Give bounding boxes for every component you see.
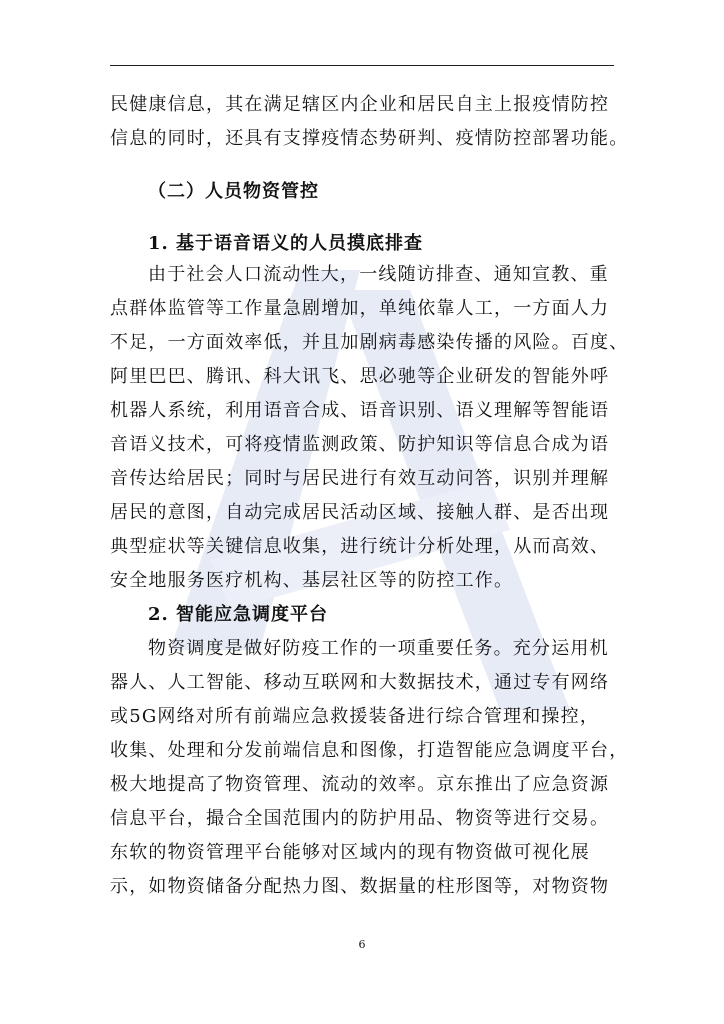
text-line: 极大地提高了物资管理、流动的效率。京东推出了应急资源 [110,774,610,795]
header-rule [110,65,614,66]
text-line: 阿里巴巴、腾讯、科大讯飞、思必驰等企业研发的智能外呼 [110,366,610,387]
text-line: 音传达给居民；同时与居民进行有效互动问答，识别并理解 [110,468,610,489]
text-line: 由于社会人口流动性大，一线随访排查、通知宣教、重 [148,264,609,285]
text-line: 器人、人工智能、移动互联网和大数据技术，通过专有网络 [110,672,610,693]
text-line: 示，如物资储备分配热力图、数据量的柱形图等，对物资物 [110,876,610,897]
subsection-heading-1: 1. 基于语音语义的人员摸底排查 [148,233,424,254]
text-line: 机器人系统，利用语音合成、语音识别、语义理解等智能语 [110,400,610,421]
text-line: 信息平台，撮合全国范围内的防护用品、物资等进行交易。 [110,808,610,829]
page-number: 6 [358,938,366,951]
text-line: 典型症状等关键信息收集，进行统计分析处理，从而高效、 [110,536,610,557]
text-line: 不足，一方面效率低，并且加剧病毒感染传播的风险。百度、 [110,332,629,353]
text-line: 民健康信息，其在满足辖区内企业和居民自主上报疫情防控 [110,94,610,115]
text-line: 居民的意图，自动完成居民活动区域、接触人群、是否出现 [110,502,610,523]
text-line: 东软的物资管理平台能够对区域内的现有物资做可视化展 [110,842,590,863]
text-line: 收集、处理和分发前端信息和图像，打造智能应急调度平台， [110,740,629,761]
text-line: 音语义技术，可将疫情监测政策、防护知识等信息合成为语 [110,434,610,455]
text-line: 点群体监管等工作量急剧增加，单纯依靠人工，一方面人力 [110,298,610,319]
text-line: 信息的同时，还具有支撑疫情态势研判、疫情防控部署功能。 [110,128,629,149]
text-line: 安全地服务医疗机构、基层社区等的防控工作。 [110,570,514,591]
text-line: 或5G网络对所有前端应急救援装备进行综合管理和操控， [110,706,600,727]
watermark-shape-left [170,270,360,650]
subsection-heading-2: 2. 智能应急调度平台 [148,604,329,625]
text-line: 物资调度是做好防疫工作的一项重要任务。充分运用机 [148,638,609,659]
section-heading: （二）人员物资管控 [148,181,319,202]
